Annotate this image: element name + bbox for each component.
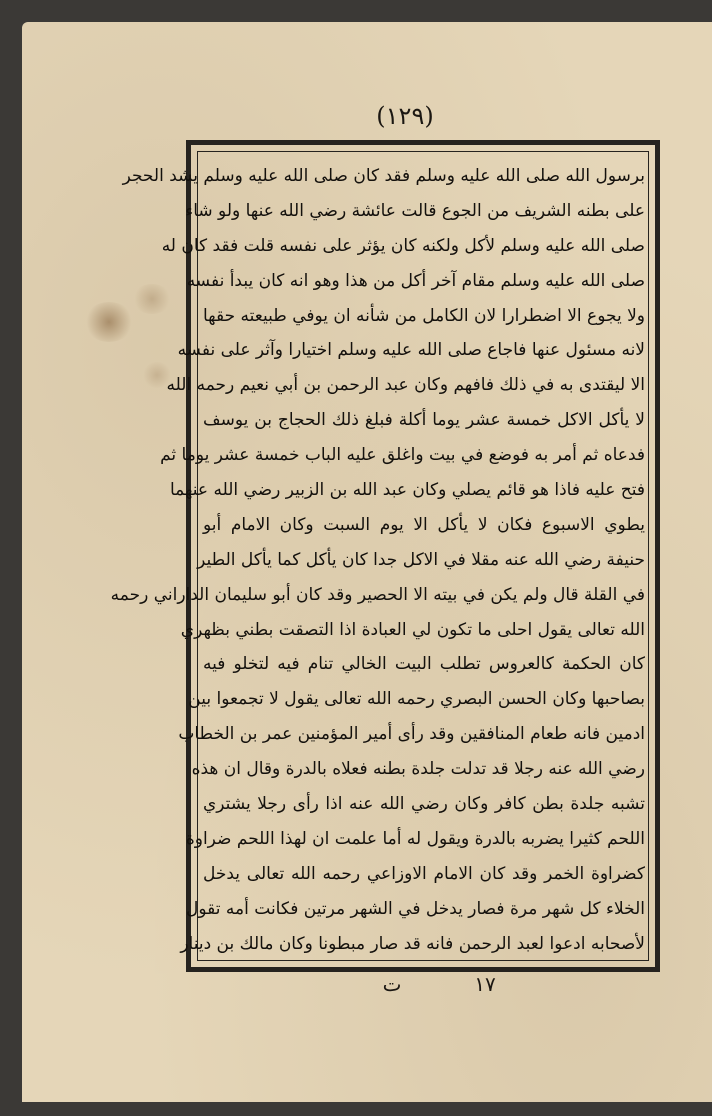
text-line: كان الحكمة كالعروس تطلب البيت الخالي تنام فيه لتخلو فيه xyxy=(203,654,645,675)
text-line: بصاحبها وكان الحسن البصري رحمه الله تعالى يقول لا تجمعوا بين xyxy=(188,689,645,710)
text-line: تشبه جلدة بطن كافر وكان رضي الله عنه اذا رأى رجلا يشتري xyxy=(203,794,645,815)
signature-number: ١٧ xyxy=(474,972,496,996)
text-line: صلى الله عليه وسلم لأكل ولكنه كان يؤثر على نفسه قلت فقد كان له xyxy=(161,235,645,256)
text-line: الخلاء كل شهر مرة فصار يدخل في الشهر مرتين فكانت أمه تقول xyxy=(186,898,645,919)
text-line: حنيفة رضي الله عنه مقلا في الاكل جدا كان يأكل كما يأكل الطير xyxy=(197,549,645,570)
text-line: يطوي الاسبوع فكان لا يأكل الا يوم السبت وكان الامام أبو xyxy=(203,514,645,535)
signature-letter: ت xyxy=(382,972,402,996)
page-stain xyxy=(84,302,134,342)
text-line: في القلة قال ولم يكن في بيته الا الحصير وقد كان أبو سليمان الداراني رحمه xyxy=(110,584,645,605)
text-line: رضي الله عنه رجلا قد تدلت جلدة بطنه فعلاه بالدرة وقال ان هذه xyxy=(191,759,645,780)
text-line: فتح عليه فاذا هو قائم يصلي وكان عبد الله بن الزبير رضي الله عنهما xyxy=(169,480,645,501)
text-line: كضراوة الخمر وقد كان الامام الاوزاعي رحمه الله تعالى يدخل xyxy=(203,863,645,884)
text-line: ادمين فانه طعام المنافقين وقد رأى أمير المؤمنين عمر بن الخطاب xyxy=(178,724,645,745)
text-line: اللحم كثيرا يضربه بالدرة ويقول له أما علمت ان لهذا اللحم ضراوة xyxy=(185,828,645,849)
text-line: لانه مسئول عنها فاجاع صلى الله عليه وسلم اختيارا وآثر على نفسه xyxy=(177,340,645,361)
body-text xyxy=(110,159,645,957)
text-line: برسول الله صلى الله عليه وسلم فقد كان صلى الله عليه وسلم يشد الحجر xyxy=(122,166,645,186)
text-line: صلى الله عليه وسلم مقام آخر أكل من هذا وهو انه كان يبدأ نفسه xyxy=(186,270,645,291)
text-line: فدعاه ثم أمر به فوضع في بيت واغلق عليه الباب خمسة عشر يوما ثم xyxy=(160,445,645,466)
text-frame xyxy=(110,140,660,972)
text-line: الا ليقتدى به في ذلك فافهم وكان عبد الرحمن بن أبي نعيم رحمه الله xyxy=(166,375,645,396)
page-number: (١٢٩) xyxy=(376,102,434,130)
text-line: ولا يجوع الا اضطرارا لان الكامل من شأنه ان يوفي طبيعته حقها xyxy=(203,305,645,326)
text-line: لا يأكل الاكل خمسة عشر يوما أكلة فبلغ ذلك الحجاج بن يوسف xyxy=(203,410,645,431)
text-line: الله تعالى يقول احلى ما تكون لي العبادة اذا التصقت بطني بظهري xyxy=(180,619,645,640)
page-stain xyxy=(132,284,172,314)
text-line: على بطنه الشريف من الجوع قالت عائشة رضي الله عنها ولو شاء xyxy=(185,200,645,221)
text-line: لأصحابه ادعوا لعبد الرحمن فانه قد صار مبطونا وكان مالك بن دينار xyxy=(180,933,645,954)
